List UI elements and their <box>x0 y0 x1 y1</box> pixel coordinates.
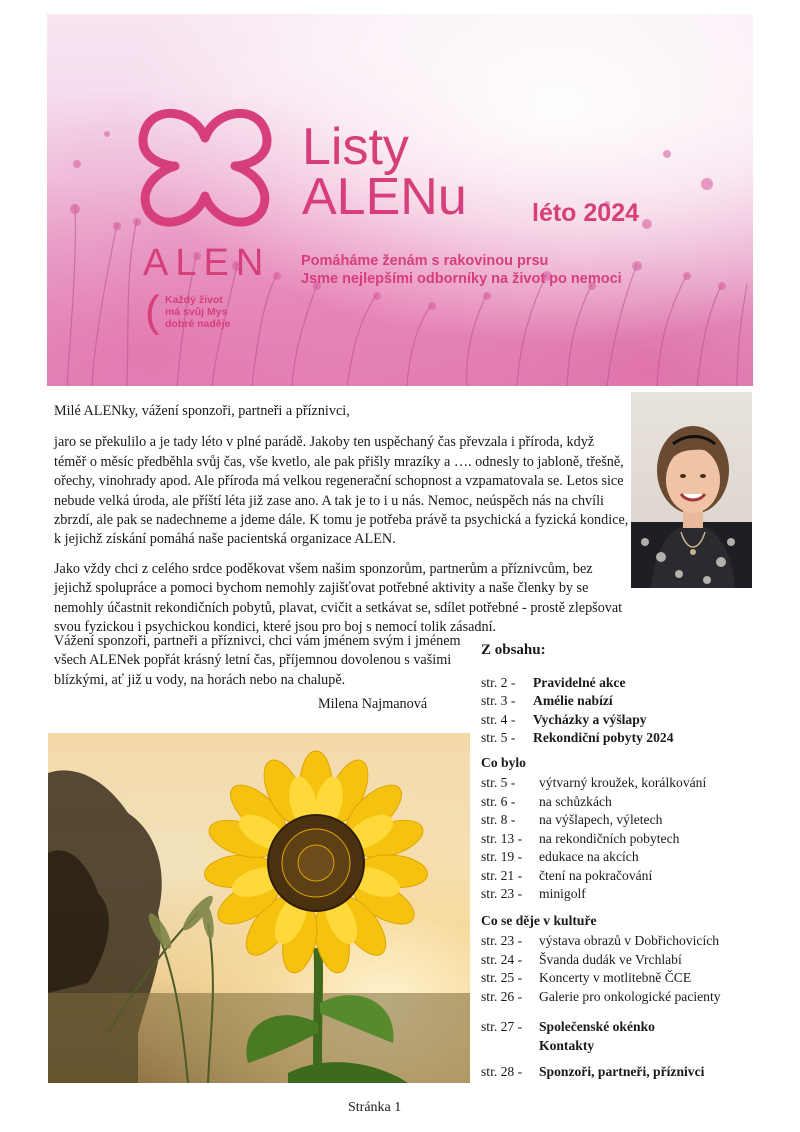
toc-item[interactable] <box>481 1063 771 1082</box>
toc-page: str. 5 - <box>481 775 516 790</box>
letter-paragraph: jaro se překulilo a je tady léto v plné parádě. Jakoby ten uspěchaný čas převzala i příroda, když téměř o měsíc předběhla svůj čas, vše kvetlo, ale pak přišly mrazíky a …. odnesly to jabloně, třešně, ořechy, vinohrady apod. Ale příroda má velkou regenerační schopnost a vzpamatovala se. Letos sice nebude velká úroda, ale příští léta již zase ano. A tak je to i u nás. Nemoc, neúspěch nás na chvíli zbrzdí, ale pak se nadechneme a jdeme dále. K tomu je potřeba právě ta psychická a fyzická kondice, k jejichž získání pomáhá naše pacientská organizace ALEN. <box>54 434 629 548</box>
toc-page: str. 13 - <box>481 830 523 846</box>
toc-item[interactable] <box>481 729 771 748</box>
header-banner <box>47 14 753 386</box>
logo-tagline-line: Každý život <box>165 294 223 306</box>
toc-title: edukace na akcích <box>539 849 639 864</box>
toc-page: str. 27 - <box>481 1019 523 1034</box>
toc-title: na rekondičních pobytech <box>539 830 680 846</box>
author-portrait <box>631 392 752 588</box>
toc-item[interactable] <box>481 1018 771 1055</box>
toc-item[interactable] <box>481 885 771 904</box>
toc-title: výtvarný kroužek, korálkování <box>539 775 707 790</box>
toc-title: Švanda dudák ve Vrchlabí <box>539 951 682 967</box>
toc-page: str. 28 - <box>481 1064 523 1079</box>
page-number: Stránka 1 <box>348 1100 402 1115</box>
newsletter-subtitle <box>301 252 622 288</box>
toc-item[interactable] <box>481 830 771 849</box>
table-of-contents <box>481 641 771 1082</box>
toc-item[interactable] <box>481 848 771 867</box>
logo-wordmark: ALEN <box>143 242 271 284</box>
toc-page: str. 4 - <box>481 711 516 727</box>
toc-page: str. 3 - <box>481 693 516 708</box>
toc-item[interactable] <box>481 951 771 970</box>
toc-page: str. 23 - <box>481 886 523 901</box>
alen-logo-icon <box>135 100 275 230</box>
toc-item[interactable] <box>481 867 771 886</box>
toc-page: str. 24 - <box>481 951 523 967</box>
toc-page: str. 23 - <box>481 933 523 948</box>
toc-page: str. 5 - <box>481 730 516 745</box>
logo-tagline-line: dobré naděje <box>165 318 231 330</box>
toc-section-heading: Co se děje v kultuře <box>481 912 597 928</box>
sunflower-photo <box>48 733 470 1083</box>
toc-item[interactable] <box>481 774 771 793</box>
toc-title: Sponzoři, partneři, příznivci <box>539 1064 705 1079</box>
toc-item[interactable] <box>481 932 771 951</box>
toc-title-line: Kontakty <box>539 1037 595 1053</box>
toc-item[interactable] <box>481 793 771 812</box>
toc-title: minigolf <box>539 886 586 901</box>
toc-title: výstava obrazů v Dobřichovicích <box>539 933 720 948</box>
logo-bracket: ( <box>145 287 160 336</box>
letter-paragraph: Jako vždy chci z celého srdce poděkovat všem našim sponzorům, partnerům a příznivcům, bez jejichž spolupráce a pomoci bychom nemohly zajišťovat potřebné aktivity a naše členky by se nemohly účastnit rekondičních pobytů, plavat, cvičit a setkávat se, sdílet potřebné - prostě zlepšovat svou fyzickou i psychickou kondici, které jsou pro boj s nemocí tolik zásadní. <box>54 560 623 636</box>
logo-tagline-line: má svůj Mys <box>165 306 228 318</box>
toc-item[interactable] <box>481 674 771 693</box>
subtitle-line: Jsme nejlepšími odborníky na život po nemoci <box>301 271 622 287</box>
toc-item[interactable] <box>481 692 771 711</box>
toc-title-line: Společenské okénko <box>539 1019 655 1034</box>
toc-section-heading: Co bylo <box>481 754 526 770</box>
issue-season: léto 2024 <box>532 199 640 227</box>
toc-title: Rekondiční pobyty 2024 <box>533 730 674 745</box>
toc-title <box>539 1018 655 1055</box>
toc-title: Pravidelné akce <box>533 674 626 690</box>
toc-page: str. 2 - <box>481 674 516 690</box>
toc-title: Amélie nabízí <box>533 693 613 708</box>
title-line: ALENu <box>302 168 467 226</box>
toc-title: Koncerty v motlitebně ČCE <box>539 970 692 985</box>
newsletter-title <box>302 118 467 226</box>
toc-title: Vycházky a výšlapy <box>533 711 647 727</box>
toc-title: na schůzkách <box>539 793 612 809</box>
editorial-letter <box>54 402 629 647</box>
subtitle-line: Pomáháme ženám s rakovinou prsu <box>301 253 549 269</box>
toc-page: str. 21 - <box>481 867 523 883</box>
letter-signature: Milena Najmanová <box>318 696 428 712</box>
toc-item[interactable] <box>481 811 771 830</box>
letter-paragraph: Vážení sponzoři, partneři a příznivci, chci vám jménem svým i jménem všech ALENek popřát krásný letní čas, příjemnou dovolenou s vašimi blízkými, ať již u vody, na horách nebo na chalupě. <box>54 633 461 688</box>
toc-title: Galerie pro onkologické pacienty <box>539 988 721 1004</box>
toc-page: str. 26 - <box>481 988 523 1004</box>
title-line: Listy <box>302 118 409 176</box>
toc-page: str. 8 - <box>481 812 516 827</box>
toc-page: str. 25 - <box>481 970 523 985</box>
toc-title: čtení na pokračování <box>539 867 653 883</box>
letter-closing <box>54 632 474 690</box>
toc-item[interactable] <box>481 711 771 730</box>
letter-greeting: Milé ALENky, vážení sponzoři, partneři a příznivci, <box>54 403 350 419</box>
toc-heading: Z obsahu: <box>481 642 546 658</box>
toc-item[interactable] <box>481 988 771 1007</box>
logo-tagline <box>165 294 275 330</box>
toc-page: str. 6 - <box>481 793 516 809</box>
toc-item[interactable] <box>481 969 771 988</box>
toc-page: str. 19 - <box>481 849 523 864</box>
toc-title: na výšlapech, výletech <box>539 812 663 827</box>
